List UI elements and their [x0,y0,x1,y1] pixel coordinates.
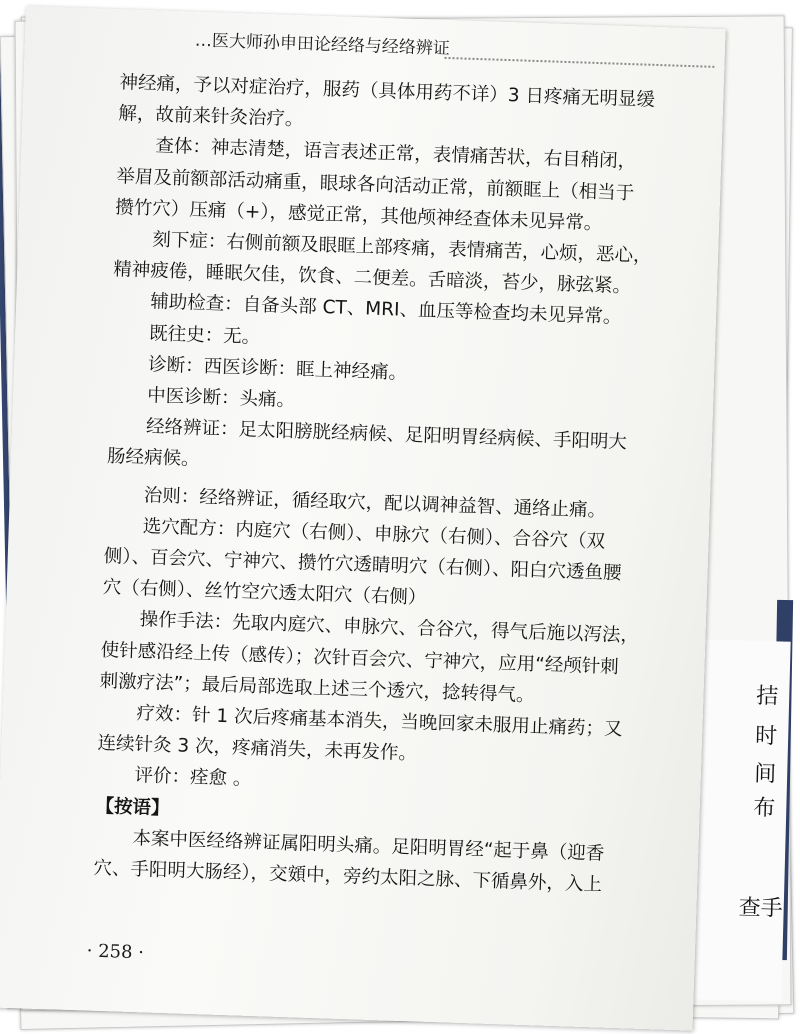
section-heading: 【按语】 [95,795,170,819]
text-line: 解，故前来针灸治疗。 [118,103,304,131]
text-line: 评价：痊愈 。 [134,765,252,791]
text-line: 诊断：西医诊断：眶上神经痛。 [147,354,408,384]
text-line: 刺激疗法”；最后局部选取上述三个透穴，捻转得气。 [99,670,535,707]
text-line: 疗效：针 1 次后疼痛基本消失，当晚回家未服用止痛药；又 [136,703,623,741]
text-line: 本案中医经络辨证属阳明头痛。足阳明胃经“起于鼻（迎香 [132,827,605,865]
text-line: 查体：神志清楚，语言表述正常，表情痛苦状，右目稍闭， [155,135,637,173]
text-line: 肠经病候。 [106,446,200,471]
next-page-text: 间 [753,761,777,788]
running-header: …医大师孙申田论经络与经络辨证 [194,30,451,60]
text-line: 操作手法：先取内庭穴、申脉穴、合谷穴，得气后施以泻法， [139,609,640,648]
next-page-text: 拮 [755,683,779,710]
next-page-text: 布 [752,795,776,822]
text-line: 精神疲倦，睡眠欠佳，饮食、二便差。舌暗淡，苔少，脉弦紧。 [112,259,632,298]
text-line: 辅助检查：自备头部 CT、MRI、血压等检查均未见异常。 [149,291,622,329]
text-line: 既往史：无。 [148,322,261,348]
next-page-text: 查手 [738,895,784,922]
text-line: 攒竹穴）压痛（+），感觉正常，其他颅神经查体未见异常。 [115,196,603,235]
text-line: 侧）、百会穴、宁神穴、攒竹穴透睛明穴（右侧）、阳白穴透鱼腰 [103,545,622,585]
text-line: 穴（右侧）、丝竹空穴透太阳穴（右侧） [102,577,427,609]
text-line: 治则：经络辨证，循经取穴，配以调神益智、通络止痛。 [143,484,607,522]
page-number: · 258 · [86,940,145,964]
header-rule [444,57,714,68]
book-page [0,6,726,1031]
text-line: 举眉及前额部活动痛重，眼球各向活动正常，前额眶上（相当于 [116,165,635,204]
text-line: 穴、手阳明大肠经），交頞中，旁约太阳之脉、下循鼻外，入上 [93,857,603,896]
next-page-text: 时 [754,723,778,750]
text-line: 中医诊断：头痛。 [146,385,296,412]
text-line: 神经痛，予以对症治疗，服药（具体用药不详）3 日疼痛无明显缓 [119,72,656,111]
text-line: 选穴配方：内庭穴（右侧）、申脉穴（右侧）、合谷穴（双 [142,516,606,553]
text-line: 经络辨证：足太阳膀胱经病候、足阳明胃经病候、手阳明大 [145,416,628,454]
text-line: 连续针灸 3 次，疼痛消失，未再发作。 [97,733,418,765]
text-line: 刻下症：右侧前额及眼眶上部疼痛，表情痛苦，心烦，恶心， [151,229,652,267]
page-body [93,67,660,902]
text-line: 使针感沿经上传（感传）；次针百会穴、宁神穴，应用“经颅针刺 [100,639,620,678]
